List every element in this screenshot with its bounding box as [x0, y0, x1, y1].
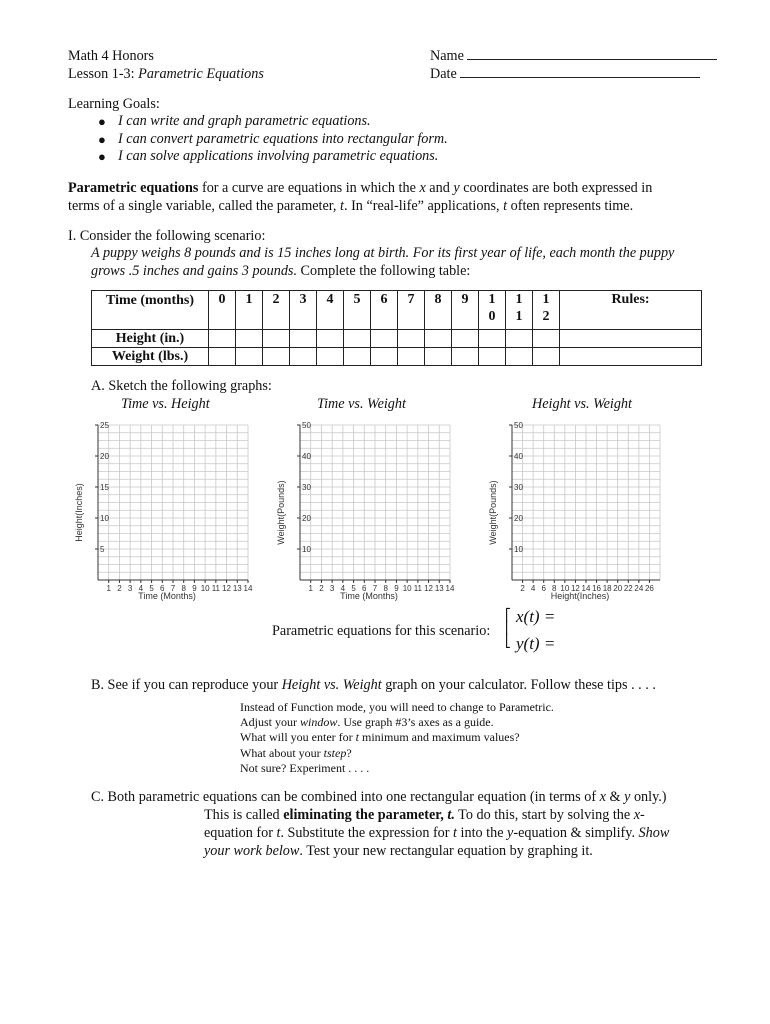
month-cell: 9: [452, 291, 479, 330]
intro-line-1: [68, 180, 652, 197]
name-field[interactable]: [430, 48, 717, 65]
scenario-line-2: [91, 263, 470, 280]
goal-text: I can write and graph parametric equations.: [118, 113, 371, 129]
y-tick-label: 10: [100, 514, 109, 523]
scenario-line-1: A puppy weighs 8 pounds and is 15 inches long at birth. For its first year of life, each month the puppy: [91, 245, 675, 261]
y-tick-label: 20: [302, 514, 311, 523]
y-equation: y(t) =: [516, 634, 556, 653]
weight-rule-cell[interactable]: [560, 348, 702, 366]
y-tick-label: 50: [302, 421, 311, 430]
x-tick-label: 18: [602, 584, 612, 593]
graph-title-2: Time vs. Weight: [317, 396, 406, 412]
intro-y: y: [453, 180, 460, 196]
table-header-row: [92, 291, 702, 330]
x-tick-label: 14: [243, 584, 253, 593]
intro-line-2: [68, 198, 633, 215]
x-tick-label: 6: [362, 584, 367, 593]
x-axis-label: Time (Months): [340, 591, 398, 601]
height-cell[interactable]: [479, 330, 506, 348]
month-cell: 7: [398, 291, 425, 330]
x-tick-label: 16: [592, 584, 602, 593]
x-tick-label: 13: [232, 584, 242, 593]
graph-1[interactable]: [70, 417, 255, 607]
intro-t: t: [340, 198, 344, 214]
weight-cell[interactable]: [425, 348, 452, 366]
lesson-prefix: Lesson 1-3:: [68, 66, 135, 82]
x-tick-label: 8: [383, 584, 388, 593]
part-a-label: A. Sketch the following graphs:: [91, 378, 272, 394]
weight-cell[interactable]: [344, 348, 371, 366]
goal-item: [98, 148, 448, 166]
part-c-line-1: C. Both parametric equations can be combined into one rectangular equation (in terms of x & y only.): [91, 789, 667, 805]
date-line: [460, 76, 700, 78]
intro-t: t: [503, 198, 508, 214]
y-tick-label: 40: [514, 452, 523, 461]
height-cell[interactable]: [398, 330, 425, 348]
time-header: Time (months): [92, 291, 209, 330]
x-tick-label: 8: [181, 584, 186, 593]
x-tick-label: 14: [581, 584, 591, 593]
weight-cell[interactable]: [398, 348, 425, 366]
intro-and: and: [425, 180, 454, 196]
goal-item: [98, 113, 448, 131]
height-cell[interactable]: [452, 330, 479, 348]
intro-text: often represents time.: [507, 198, 634, 214]
goal-text: I can solve applications involving parametric equations.: [118, 148, 439, 164]
tips-block: [240, 700, 554, 776]
x-tick-label: 10: [560, 584, 570, 593]
y-axis-label: Weight(Pounds): [276, 480, 286, 545]
intro-text: for a curve are equations in which the: [198, 180, 420, 196]
intro-x: x: [419, 180, 426, 196]
data-table: [91, 290, 702, 366]
x-tick-label: 1: [308, 584, 313, 593]
height-rule-cell[interactable]: [560, 330, 702, 348]
part-c-line-2: This is called eliminating the parameter, t. To do this, start by solving the x-: [204, 807, 645, 823]
x-tick-label: 8: [552, 584, 557, 593]
month-cell: 4: [317, 291, 344, 330]
weight-row-label: Weight (lbs.): [92, 348, 209, 366]
param-label: Parametric equations for this scenario:: [272, 623, 491, 639]
height-cell[interactable]: [236, 330, 263, 348]
month-cell: 1 0: [479, 291, 506, 330]
param-brace: ⎡ ⎢ ⎣: [505, 608, 511, 648]
goal-text: I can convert parametric equations into rectangular form.: [118, 130, 448, 147]
date-field[interactable]: [430, 66, 700, 83]
bullet-icon: ●: [98, 114, 106, 129]
month-cell: 1: [236, 291, 263, 330]
month-cell: 2: [263, 291, 290, 330]
month-cell: 6: [371, 291, 398, 330]
x-tick-label: 3: [127, 584, 133, 593]
y-tick-label: 5: [100, 545, 105, 554]
x-tick-label: 4: [340, 584, 346, 593]
height-cell[interactable]: [425, 330, 452, 348]
weight-cell[interactable]: [236, 348, 263, 366]
part-b-text: graph on your calculator. Follow these tips . . . .: [381, 677, 656, 693]
y-axis-label: Height(Inches): [74, 483, 84, 542]
bullet-icon: ●: [98, 131, 106, 147]
goals-heading: Learning Goals:: [68, 96, 160, 112]
scenario-text: grows .5 inches and gains 3 pounds.: [91, 263, 297, 279]
x-tick-label: 13: [434, 584, 444, 593]
x-tick-label: 20: [613, 584, 623, 593]
height-cell[interactable]: [506, 330, 533, 348]
x-tick-label: 22: [623, 584, 633, 593]
x-equation: x(t) =: [516, 607, 556, 626]
month-cell: 3: [290, 291, 317, 330]
y-tick-label: 40: [302, 452, 311, 461]
weight-cell[interactable]: [479, 348, 506, 366]
x-tick-label: 1: [106, 584, 111, 593]
y-tick-label: 20: [514, 514, 523, 523]
x-axis-label: Height(Inches): [550, 591, 610, 601]
height-cell[interactable]: [533, 330, 560, 348]
weight-cell[interactable]: [317, 348, 344, 366]
y-tick-label: 30: [514, 483, 523, 492]
part-b-graph: Height vs. Weight: [281, 677, 382, 693]
x-tick-label: 11: [413, 584, 423, 593]
intro-text-end: coordinates are both expressed in: [459, 180, 653, 196]
tip: Adjust your window. Use graph #3’s axes as a guide.: [240, 715, 494, 730]
month-cell: 1 1: [506, 291, 533, 330]
lesson-title: [68, 66, 264, 83]
graph-3[interactable]: [484, 417, 679, 607]
x-tick-label: 26: [644, 584, 654, 593]
bullet-icon: ●: [98, 149, 106, 164]
x-tick-label: 12: [222, 584, 232, 593]
x-tick-label: 9: [192, 584, 197, 593]
x-tick-label: 5: [149, 584, 154, 593]
month-cell: 1 2: [533, 291, 560, 330]
weight-cell[interactable]: [533, 348, 560, 366]
part-b-text: B. See if you can reproduce your: [91, 677, 282, 693]
month-cell: 0: [209, 291, 236, 330]
weight-cell[interactable]: [371, 348, 398, 366]
height-row-label: Height (in.): [92, 330, 209, 348]
intro-term: Parametric equations: [68, 180, 199, 196]
height-cell[interactable]: [317, 330, 344, 348]
x-tick-label: 11: [211, 584, 221, 593]
y-tick-label: 20: [100, 452, 109, 461]
height-cell[interactable]: [209, 330, 236, 348]
x-tick-label: 24: [634, 584, 644, 593]
x-tick-label: 10: [402, 584, 412, 593]
tip: What will you enter for t minimum and maximum values?: [240, 730, 520, 745]
y-axis-label: Weight(Pounds): [488, 480, 498, 545]
x-tick-label: 14: [445, 584, 455, 593]
part-c-line-4: your work below. Test your new rectangular equation by graphing it.: [204, 843, 593, 859]
rules-header: Rules:: [560, 291, 702, 330]
y-tick-label: 25: [100, 421, 109, 430]
x-tick-label: 12: [570, 584, 580, 593]
name-line: [467, 58, 717, 60]
intro-text: terms of a single variable, called the parameter,: [68, 198, 341, 214]
weight-cell[interactable]: [290, 348, 317, 366]
y-tick-label: 50: [514, 421, 523, 430]
part-b-label: [91, 677, 656, 694]
x-axis-label: Time (Months): [138, 591, 196, 601]
course-title: Math 4 Honors: [68, 48, 154, 64]
graph-title-3: Height vs. Weight: [532, 396, 632, 412]
name-label: Name: [430, 48, 464, 64]
height-cell[interactable]: [263, 330, 290, 348]
x-tick-label: 2: [117, 584, 122, 593]
scenario-instruction: Complete the following table:: [297, 263, 471, 279]
lesson-name: Parametric Equations: [138, 66, 264, 82]
goals-list: [86, 113, 448, 166]
weight-cell[interactable]: [209, 348, 236, 366]
y-tick-label: 15: [100, 483, 109, 492]
x-tick-label: 7: [372, 584, 378, 593]
month-cell: 5: [344, 291, 371, 330]
tip: Not sure? Experiment . . . .: [240, 760, 370, 775]
graph-title-1: Time vs. Height: [121, 396, 210, 412]
month-cell: 8: [425, 291, 452, 330]
height-cell[interactable]: [290, 330, 317, 348]
weight-cell[interactable]: [263, 348, 290, 366]
x-tick-label: 6: [160, 584, 165, 593]
y-tick-label: 10: [302, 545, 311, 554]
weight-row: [92, 348, 702, 366]
x-tick-label: 10: [200, 584, 210, 593]
x-tick-label: 3: [329, 584, 335, 593]
y-tick-label: 30: [302, 483, 311, 492]
part-c-line-3: equation for t. Substitute the expression for t into the y-equation & simplify. Show: [204, 825, 670, 841]
graph-2[interactable]: [272, 417, 457, 607]
x-tick-label: 6: [541, 584, 546, 593]
x-tick-label: 7: [170, 584, 176, 593]
height-cell[interactable]: [344, 330, 371, 348]
tip: What about your tstep?: [240, 745, 352, 760]
x-tick-label: 12: [424, 584, 434, 593]
weight-cell[interactable]: [452, 348, 479, 366]
x-tick-label: 4: [530, 584, 536, 593]
goal-item: [98, 130, 448, 149]
tip: Instead of Function mode, you will need to change to Parametric.: [240, 700, 554, 714]
weight-cell[interactable]: [506, 348, 533, 366]
height-row: [92, 330, 702, 348]
height-cell[interactable]: [371, 330, 398, 348]
x-tick-label: 2: [319, 584, 324, 593]
section-1-label: I. Consider the following scenario:: [68, 228, 266, 244]
x-tick-label: 9: [394, 584, 399, 593]
x-tick-label: 4: [138, 584, 144, 593]
date-label: Date: [430, 66, 457, 82]
y-tick-label: 10: [514, 545, 523, 554]
x-tick-label: 5: [351, 584, 356, 593]
x-tick-label: 2: [520, 584, 525, 593]
intro-text: . In “real-life” applications,: [343, 198, 504, 214]
